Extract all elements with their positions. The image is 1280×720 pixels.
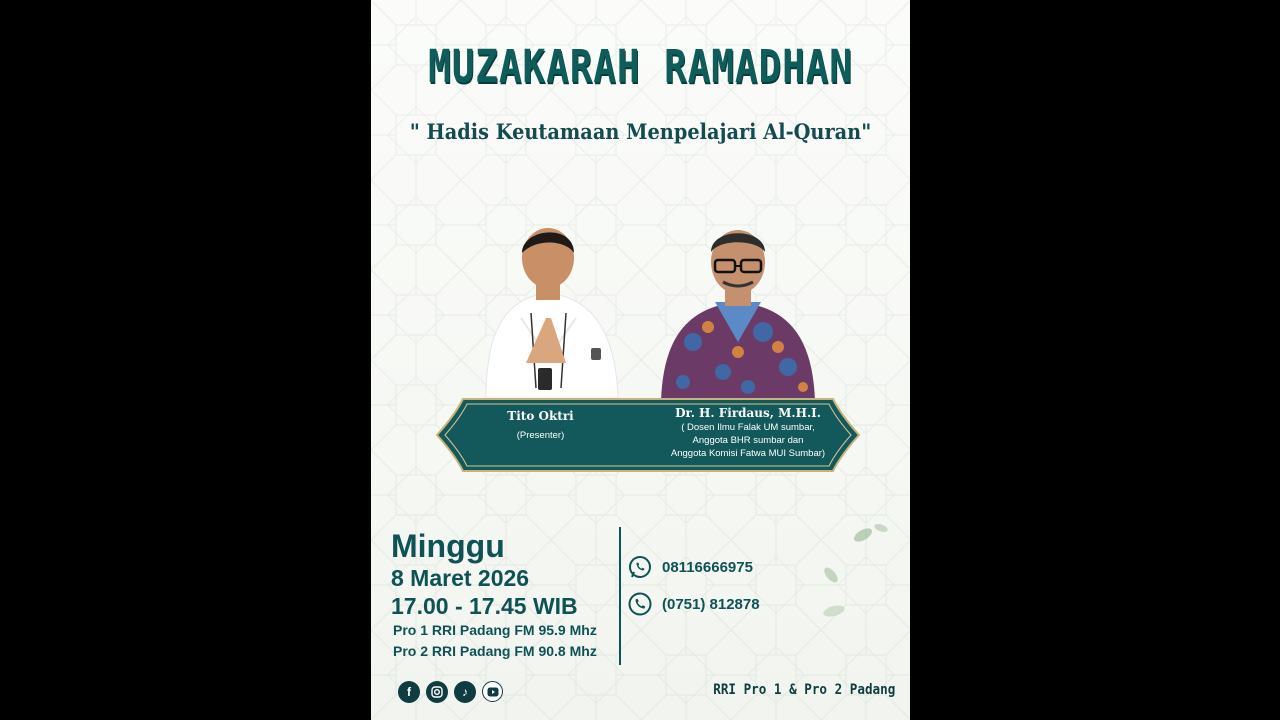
speaker-photo	[653, 222, 823, 402]
speaker-role-line3: Anggota Komisi Fatwa MUI Sumbar)	[670, 448, 826, 459]
event-poster	[371, 0, 910, 720]
presenter-role: (Presenter)	[516, 430, 565, 441]
phone-contact	[628, 592, 760, 616]
presenter-block	[468, 409, 613, 442]
event-day: Minggu	[391, 528, 505, 564]
facebook-icon[interactable]: f	[398, 681, 420, 703]
station-pro1: Pro 1 RRI Padang FM 95.9 Mhz	[393, 622, 597, 638]
speaker-block	[633, 406, 863, 460]
presenter-photo	[466, 218, 631, 398]
leaf-decoration	[816, 560, 846, 590]
social-icons	[398, 681, 503, 703]
event-date: 8 Maret 2026	[391, 565, 530, 591]
phone-number: (0751) 812878	[662, 595, 760, 613]
speaker-role-line1: ( Dosen Ilmu Falak UM sumbar,	[681, 422, 815, 433]
phone-icon	[628, 592, 652, 616]
schedule-block	[391, 528, 597, 662]
footer-organization: RRI Pro 1 & Pro 2 Padang	[712, 682, 895, 698]
whatsapp-number: 08116666975	[662, 558, 753, 576]
event-time: 17.00 - 17.45 WIB	[391, 593, 578, 619]
speaker-role-line2: Anggota BHR sumbar dan	[692, 435, 804, 446]
instagram-icon[interactable]	[426, 681, 448, 703]
poster-title: MUZAKARAH RAMADHAN	[428, 40, 853, 93]
speaker-nameplate	[433, 395, 863, 475]
leaf-decoration	[851, 520, 891, 550]
youtube-icon[interactable]	[482, 681, 503, 702]
speaker-name: Dr. H. Firdaus, M.H.I.	[675, 406, 821, 420]
poster-subtitle: " Hadis Keutamaan Menpelajari Al-Quran"	[409, 119, 872, 144]
whatsapp-icon	[628, 555, 652, 579]
vertical-divider	[619, 527, 621, 665]
station-pro2: Pro 2 RRI Padang FM 90.8 Mhz	[393, 643, 597, 659]
whatsapp-contact	[628, 555, 753, 579]
leaf-decoration	[819, 600, 849, 622]
presenter-name: Tito Oktri	[507, 409, 574, 423]
tiktok-icon[interactable]: ♪	[454, 681, 476, 703]
